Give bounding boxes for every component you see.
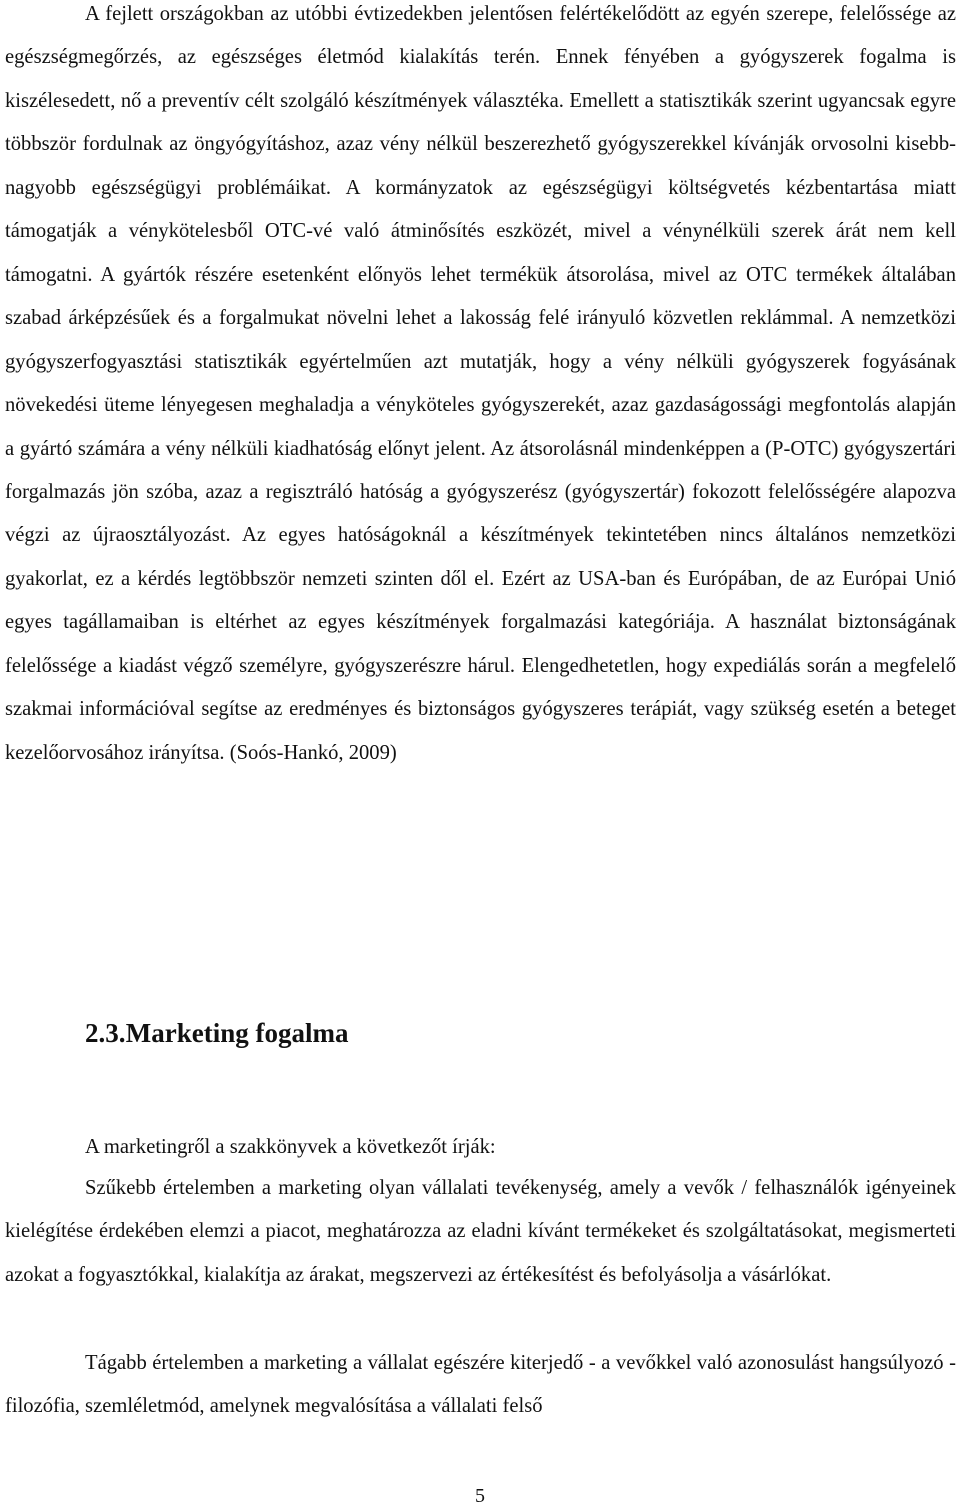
body-paragraph-otc: A fejlett országokban az utóbbi évtizedekben jelentősen felértékelődött az egyén szerepe, felelőssége az egészségmegőrzés, az egészséges életmód kialakítás terén. Ennek fényében a gyógyszerek fogalma is kiszélesedett, nő a preventív célt szolgáló készítmények választéka. Emellett a statisztikák szerint ugyancsak egyre többször fordulnak az öngyógyításhoz, azaz vény nélkül beszerezhető gyógyszerekkel kívánják orvosolni kisebb-nagyobb egészségügyi problémáikat. A kormányzatok az egészségügyi költségvetés kézbentartása miatt támogatják a vénykötelesből OTC-vé való átminősítés eszközét, mivel a vénynélküli szerek árát nem kell támogatni. A gyártók részére esetenként előnyös lehet termékük átsorolása, mivel az OTC termékek általában szabad árképzésűek és a forgalmukat növelni lehet a lakosság felé irányuló közvetlen reklámmal. A nemzetközi gyógyszerfogyasztási statisztikák egyértelműen azt mutatják, hogy a vény nélküli gyógyszerek fogyásának növekedési üteme lényegesen meghaladja a vényköteles gyógyszerekét, azaz gazdaságossági megfontolás alapján a gyártó számára a vény nélküli kiadhatóság előnyt jelent. Az átsorolásnál mindenképpen a (P-OTC) gyógyszertári forgalmazás jön szóba, azaz a regisztráló hatóság a gyógyszerész (gyógyszertár) fokozott felelősségére alapozva végzi az újraosztályozást. Az egyes hatóságoknál a készítmények tekintetében nincs általános nemzetközi gyakorlat, ez a kérdés legtöbbször nemzeti szinten dől el. Ezért az USA-ban és Európában, de az Európai Unió egyes tagállamaiban is eltérhet az egyes készítmények forgalmazási kategóriája. A használat biztonságának felelőssége a kiadást végző személyre, gyógyszerészre hárul. Elengedhetetlen, hogy expediálás során a megfelelő szakmai információval segítse az eredményes és biztonságos gyógyszeres terápiát, vagy szükség esetén a beteget kezelőorvosához irányítsa. (Soós-Hankó, 2009) [5,3,956,764]
body-paragraph-intro: A marketingről a szakkönyvek a következőt írják: [85,1136,496,1158]
section-heading [85,1013,348,1053]
page-number: 5 [475,1485,485,1507]
section-number: 2.3. [85,1018,126,1048]
body-paragraph-broad-definition: Tágabb értelemben a marketing a vállalat egészére kiterjedő - a vevőkkel való azonosulást hangsúlyozó - filozófia, szemléletmód, amelynek megvalósítása a vállalati felső [5,1352,956,1418]
body-paragraph-narrow-definition: Szűkebb értelemben a marketing olyan vállalati tevékenység, amely a vevők / felhasználók igényeinek kielégítése érdekében elemzi a piacot, meghatározza az eladni kívánt termékeket és szolgáltatásokat, megismerteti azokat a fogyasztókkal, kialakítja az árakat, megszervezi az értékesítést és befolyásolja a vásárlókat. [5,1177,956,1286]
section-title: Marketing fogalma [125,1018,349,1048]
